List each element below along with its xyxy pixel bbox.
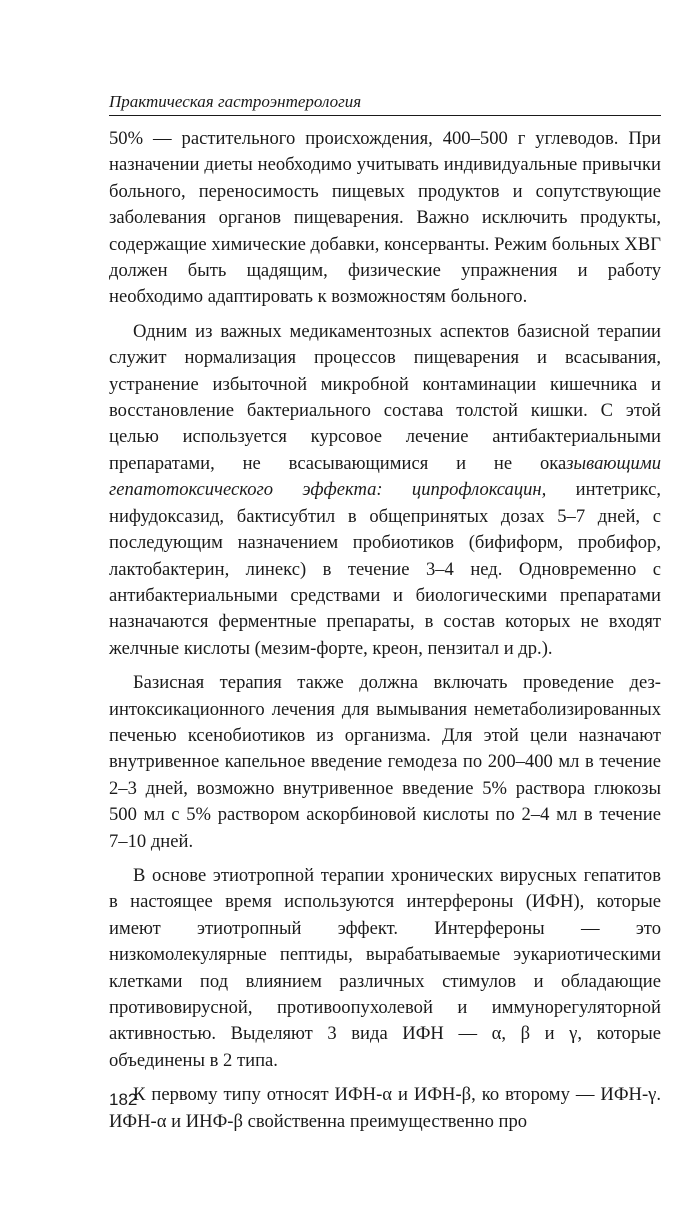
- paragraph-basic-therapy-text-cont: интетрикс, нифудоксазид, бактисубтил в общепринятых дозах 5–7 дней, с последующим назначением пробиотиков (бифиформ, пробифор, лактобактерин, линекс) в течение 3–4 нед. Одновременно с антибактериальными средствами и биологическими препаратами назначаются ферментные препараты, в состав которых не входят желчные кислоты (мезим-форте, креон, пензитал и др.).: [109, 479, 661, 659]
- paragraph-basic-therapy-text: Одним из важных медикаментозных аспектов базисной терапии служит нормализация процессов пищеварения и всасывания, устранение избыточной микробной контаминации кишечника и восстановление бактериального состава толстой кишки. С этой целью используется курсовое лечение антибактериальными препаратами, не всасывающимися и не ока: [109, 320, 661, 474]
- paragraph-basic-therapy-emphasis: зывающими гепатотоксического эффекта: ципрофлоксацин,: [109, 452, 661, 501]
- page-number: 182: [109, 1090, 138, 1109]
- paragraph-basic-therapy: [109, 319, 661, 662]
- paragraph-detox: Базисная терапия также должна включать проведение дезинтоксикационного лечения для вымывания неметаболизированных печенью ксенобиотиков из организма. Для этой цели назначают внутривенное капельное введение гемодеза по 200–400 мл в течение 2–3 дней, возможно внутривенное введение 5% раствора глюкозы 500 мл с 5% раствором аскорбиновой кислоты по 2–4 мл в течение 7–10 дней.: [109, 672, 661, 852]
- running-header: Практическая гастроэнтерология: [109, 92, 661, 116]
- book-page: [109, 92, 661, 1143]
- paragraph-etiotropic: В основе этиотропной терапии хронических вирусных гепатитов в настоящее время используются интерфероны (ИФН), которые имеют этиотропный эффект. Интерфероны — это низкомолекулярные пептиды, вырабатываемые эукариотическими клетками под влиянием различных стимулов и обладающие противовирусной, противоопухолевой и иммунорегуляторной активностью. Выделяют 3 вида ИФН — α, β и γ, которые объединены в 2 типа.: [109, 864, 661, 1071]
- paragraph-ifn-types: К первому типу относят ИФН-α и ИФН-β, ко второму — ИФН-γ. ИФН-α и ИНФ-β свойственна преимущественно про: [109, 1084, 661, 1132]
- body-text: [109, 126, 661, 1135]
- paragraph-diet: 50% — растительного происхождения, 400–500 г углеводов. При назначении диеты необходимо учитывать индивидуальные привычки больного, переносимость пищевых продуктов и сопутствующие заболевания органов пищеварения. Важно исключить продукты, содержащие химические добавки, консерванты. Режим больных ХВГ должен быть щадящим, физические упражнения и работу необходимо адаптировать к возможностям больного.: [109, 128, 661, 308]
